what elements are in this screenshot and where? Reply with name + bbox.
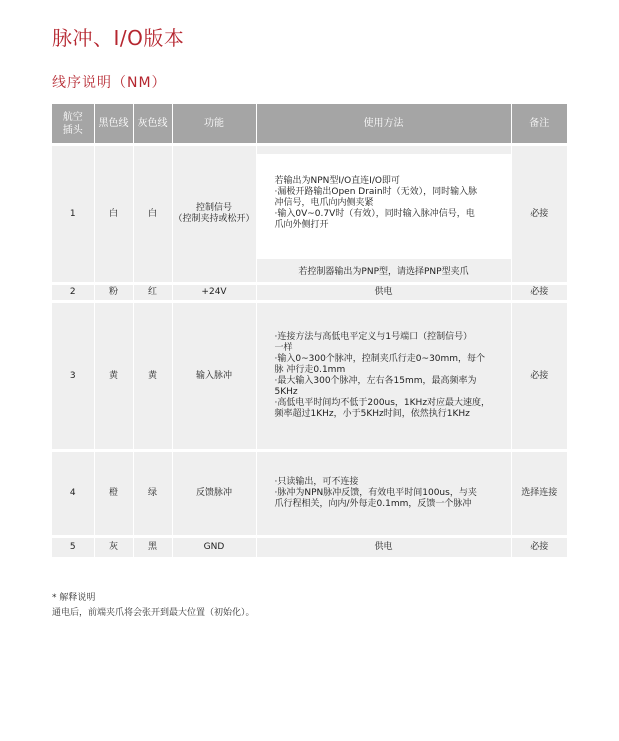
usage-footer: 若控制器输出为PNP型，请选择PNP型夹爪 [298, 266, 469, 277]
note-title: * 解释说明 [52, 593, 96, 603]
function-cell: 输入脉冲 [172, 302, 256, 451]
function-line: （控制夹持或松开） [173, 214, 255, 224]
gray-wire-color: 白 [133, 145, 172, 284]
header-remark: 备注 [511, 104, 567, 145]
pin-number: 1 [52, 145, 94, 284]
note-text: 通电后，前端夹爪将会张开到最大位置（初始化）。 [52, 608, 255, 618]
black-wire-color: 灰 [94, 537, 133, 557]
black-wire-color: 橙 [94, 451, 133, 537]
usage-box [257, 154, 511, 259]
gray-wire-color: 绿 [133, 451, 172, 537]
header-function: 功能 [172, 104, 256, 145]
function-cell: 反馈脉冲 [172, 451, 256, 537]
function-cell: GND [172, 537, 256, 557]
usage-text: 若输出为NPN型I/O直连I/O即可 ·漏极开路输出Open Drain时（无效），同时输入脉 冲信号，电爪向内侧夹紧 ·输入0V~0.7V时（有效），同时输入脉冲信号，电 爪向外侧打开 [274, 175, 478, 230]
pin-number: 3 [52, 302, 94, 451]
remark-cell: 必接 [511, 302, 567, 451]
remark-cell: 选择连接 [511, 451, 567, 537]
function-cell [172, 145, 256, 284]
header-usage: 使用方法 [256, 104, 511, 145]
function-cell: +24V [172, 284, 256, 302]
gray-wire-color: 黄 [133, 302, 172, 451]
usage-cell: 供电 [256, 537, 511, 557]
usage-cell [256, 302, 511, 451]
black-wire-color: 粉 [94, 284, 133, 302]
pin-number: 4 [52, 451, 94, 537]
table-row [52, 451, 567, 537]
gray-wire-color: 红 [133, 284, 172, 302]
usage-cell: 供电 [256, 284, 511, 302]
usage-text: ·连接方法与高低电平定义与1号端口（控制信号） 一样 ·输入0~300个脉冲，控制夹爪行走0~30mm，每个 脉 冲行走0.1mm ·最大输入300个脉冲，左右各15mm，最高频率为 5KHz ·高低电平时间均不低于200us，1KHz对应最大速度， 频率超过1KHz，小于5KHz时间，依然执行1KHz [274, 332, 491, 419]
usage-cell [256, 145, 511, 284]
wiring-table [52, 104, 567, 557]
pin-number: 5 [52, 537, 94, 557]
pin-number: 2 [52, 284, 94, 302]
usage-cell [256, 451, 511, 537]
remark-cell: 必接 [511, 145, 567, 284]
usage-text: ·只读输出，可不连接 ·脉冲为NPN脉冲反馈，有效电平时间100us，与夹 爪行程相关，向内/外每走0.1mm，反馈一个脉冲 [274, 477, 477, 509]
table-row [52, 537, 567, 557]
table-row [52, 145, 567, 284]
function-line: 控制信号 [195, 203, 232, 213]
table-header-row [52, 104, 567, 145]
section-subtitle: 线序说明（NM） [52, 75, 167, 91]
page-title: 脉冲、I/O版本 [52, 26, 185, 50]
black-wire-color: 黄 [94, 302, 133, 451]
gray-wire-color: 黑 [133, 537, 172, 557]
table-row [52, 302, 567, 451]
header-aviation-plug: 航空 插头 [52, 104, 94, 145]
table-row [52, 284, 567, 302]
header-gray-wire: 灰色线 [133, 104, 172, 145]
black-wire-color: 白 [94, 145, 133, 284]
remark-cell: 必接 [511, 537, 567, 557]
remark-cell: 必接 [511, 284, 567, 302]
header-black-wire: 黑色线 [94, 104, 133, 145]
